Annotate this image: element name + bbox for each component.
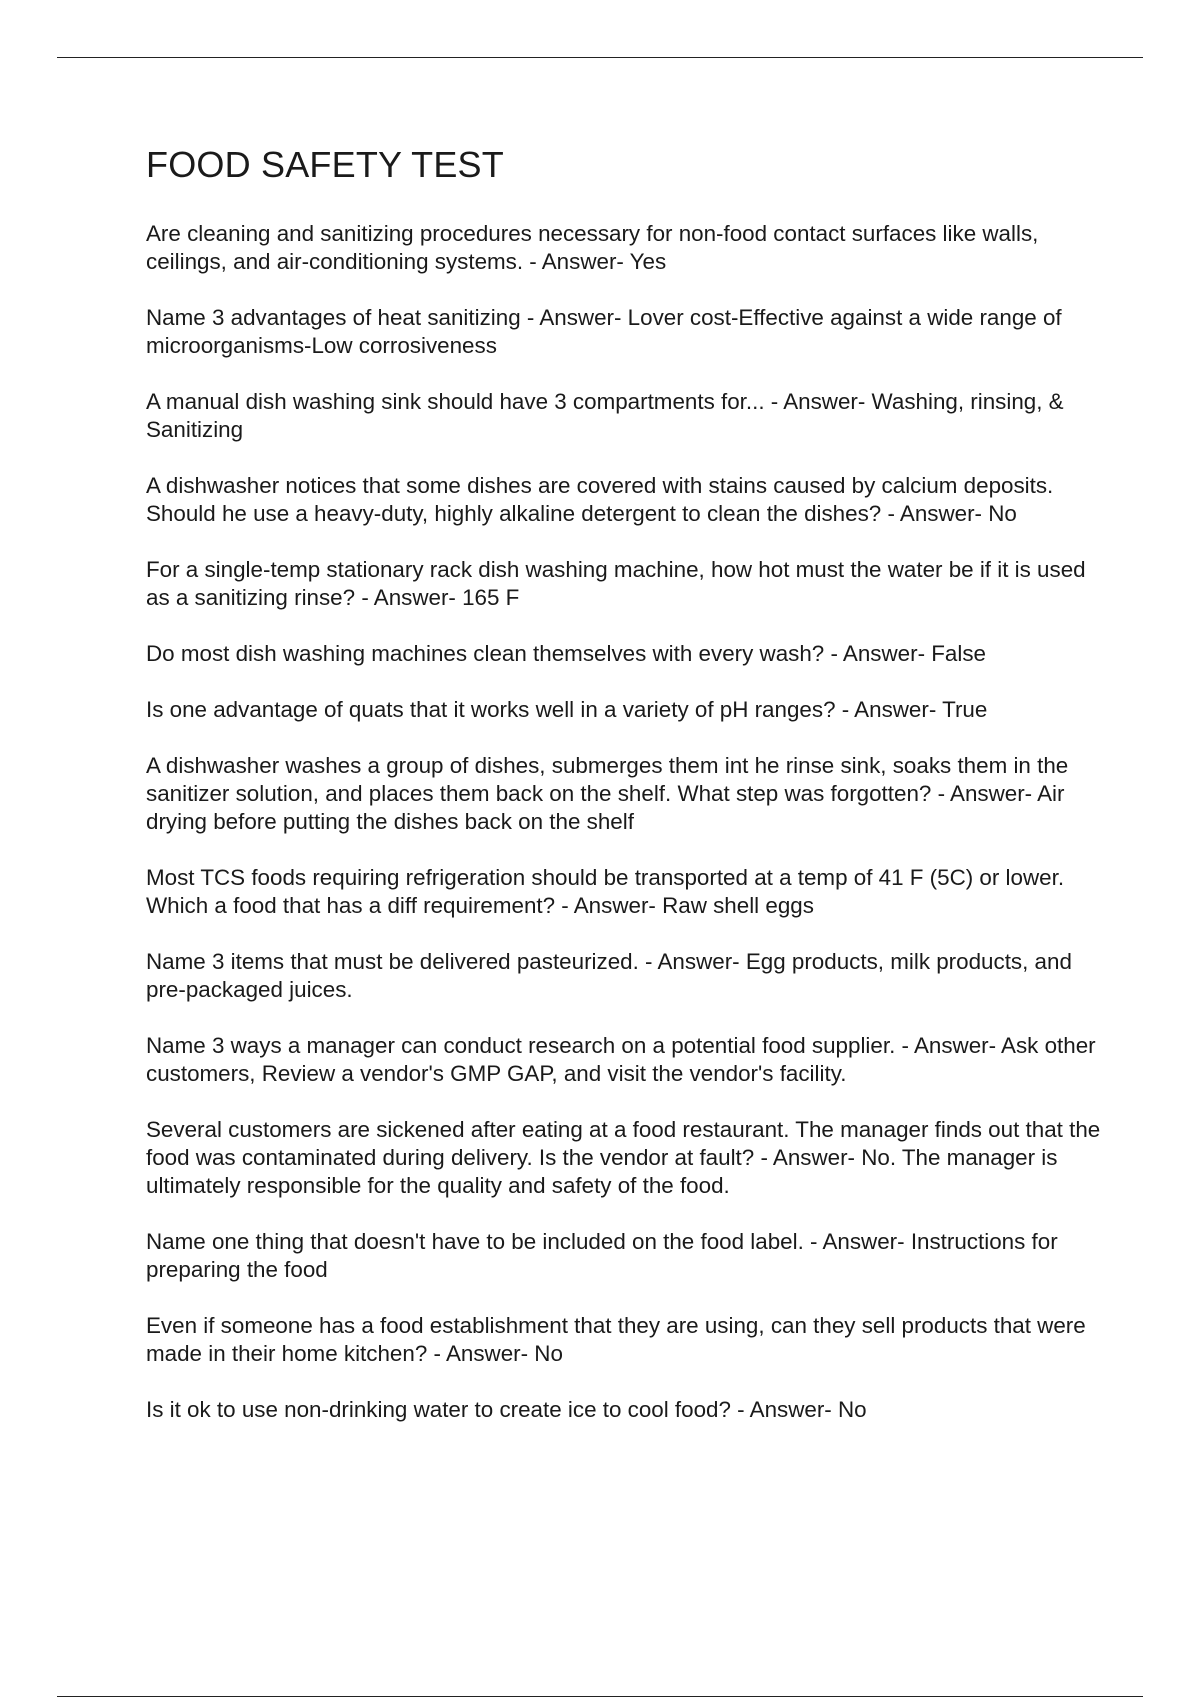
qa-item: Name 3 advantages of heat sanitizing - Answer- Lover cost-Effective against a wide range of microorganisms-Low corrosiveness [146, 305, 1062, 358]
qa-item: For a single-temp stationary rack dish washing machine, how hot must the water be if it is used as a sanitizing rinse? - Answer- 165 F [146, 557, 1086, 610]
qa-item: Most TCS foods requiring refrigeration should be transported at a temp of 41 F (5C) or lower. Which a food that has a diff requirement? - Answer- Raw shell eggs [146, 865, 1065, 918]
qa-list [146, 220, 1106, 1424]
qa-item: A manual dish washing sink should have 3 compartments for... - Answer- Washing, rinsing, & Sanitizing [146, 389, 1064, 442]
qa-item: Is it ok to use non-drinking water to create ice to cool food? - Answer- No [146, 1397, 867, 1422]
qa-item: A dishwasher washes a group of dishes, submerges them int he rinse sink, soaks them in the sanitizer solution, and places them back on the shelf. What step was forgotten? - Answer- Air drying before putting the dishes back on the shelf [146, 753, 1069, 834]
top-divider [57, 57, 1143, 58]
qa-item: A dishwasher notices that some dishes are covered with stains caused by calcium deposits. Should he use a heavy-duty, highly alkaline detergent to clean the dishes? - Answer- No [146, 473, 1054, 526]
qa-item: Several customers are sickened after eating at a food restaurant. The manager finds out that the food was contaminated during delivery. Is the vendor at fault? - Answer- No. The manager is ultimately responsible for the quality and safety of the food. [146, 1117, 1101, 1198]
qa-item: Do most dish washing machines clean themselves with every wash? - Answer- False [146, 641, 986, 666]
qa-item: Name 3 ways a manager can conduct research on a potential food supplier. - Answer- Ask other customers, Review a vendor's GMP GAP, and visit the vendor's facility. [146, 1033, 1096, 1086]
qa-item: Name one thing that doesn't have to be included on the food label. - Answer- Instructions for preparing the food [146, 1229, 1058, 1282]
qa-item: Name 3 items that must be delivered pasteurized. - Answer- Egg products, milk products, and pre-packaged juices. [146, 949, 1072, 1002]
document-title: FOOD SAFETY TEST [146, 144, 504, 185]
document-body [146, 140, 1106, 1452]
qa-item: Even if someone has a food establishment that they are using, can they sell products that were made in their home kitchen? - Answer- No [146, 1313, 1086, 1366]
qa-item: Is one advantage of quats that it works well in a variety of pH ranges? - Answer- True [146, 697, 988, 722]
bottom-divider [57, 1696, 1143, 1697]
qa-item: Are cleaning and sanitizing procedures necessary for non-food contact surfaces like walls, ceilings, and air-conditioning systems. - Answer- Yes [146, 221, 1039, 274]
